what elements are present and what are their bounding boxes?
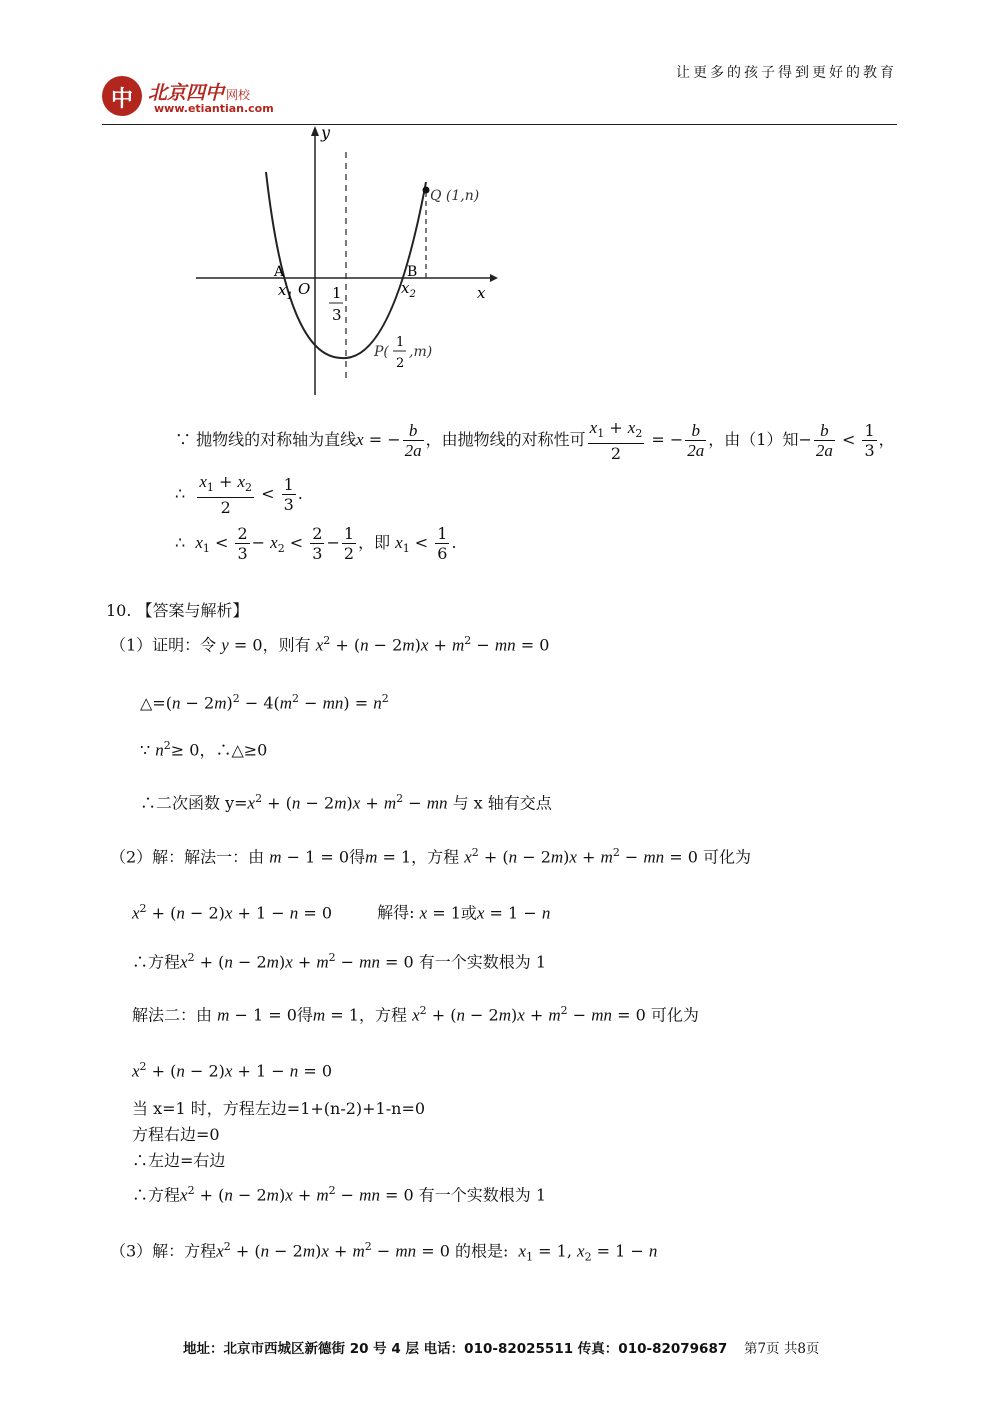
part-3-roots: （3）解：方程$x^2 + (n - 2m)x + m^2$ − mn = 0 的根是: $x_1 = 1$, $x_2 = 1 - n$ bbox=[110, 1240, 658, 1264]
solution-line-3: ∴ $x_1$ < $\frac{2}{3}$ − $x_2$ < $\frac{2}{3}$ − $\frac{1}{2}$ ，即 $x_1$ < $\frac{1}{6}$ . bbox=[175, 524, 457, 563]
part-2-method-2-check: 当 x=1 时，方程左边=1+(n-2)+1-n=0 bbox=[132, 1099, 426, 1118]
part-2-method-2-equal: ∴左边=右边 bbox=[132, 1151, 226, 1170]
footer-page-number: 第7页 共8页 bbox=[743, 1341, 820, 1357]
part-2-method-2: 解法二：由 m − 1 = 0得m = 1，方程 $x^2 + (n - 2m)x + m^2$ − mn = 0 可化为 bbox=[132, 1004, 699, 1025]
y-axis-arrow-icon bbox=[311, 126, 319, 136]
axis-y-label: y bbox=[321, 123, 331, 142]
axis-frac-den: 3 bbox=[332, 306, 342, 324]
point-a-label: A bbox=[274, 264, 285, 280]
x-axis-arrow-icon bbox=[490, 274, 498, 282]
logo-emblem-icon: 中 bbox=[102, 76, 142, 116]
part-1-conclusion: ∴二次函数 $y=x^2 + (n - 2m)x + m^2$ − mn 与 x 轴有交点 bbox=[140, 792, 552, 813]
footer-address: 地址：北京市西城区新德街 20 号 4 层 电话：010-82025511 传真：010-82079687 bbox=[183, 1341, 728, 1357]
origin-label: O bbox=[298, 280, 311, 298]
site-logo bbox=[102, 76, 302, 120]
logo-url: www.etiantian.com bbox=[154, 102, 274, 115]
part-2-method-2-eq: $x^2 + (n - 2)x + 1 - n = 0$ bbox=[132, 1060, 333, 1081]
page-footer bbox=[183, 1337, 819, 1357]
x1-label: $x_1$ bbox=[278, 281, 293, 302]
header-slogan: 让更多的孩子得到更好的教育 bbox=[676, 65, 897, 81]
point-q-label: Q (1,n) bbox=[430, 188, 480, 204]
point-b-label: B bbox=[407, 264, 418, 280]
part-1-discriminant: △=(n − $2m)^2 - 4(m^2 - mn) = n^2$ bbox=[140, 692, 389, 713]
question-10-heading: 10. 【答案与解析】 bbox=[106, 601, 249, 620]
x2-label: $x_2$ bbox=[401, 279, 416, 300]
part-2-method-2-right: 方程右边=0 bbox=[132, 1125, 220, 1144]
point-p-label-pre: P( bbox=[374, 344, 389, 360]
axis-x-label: x bbox=[477, 284, 486, 302]
point-p-frac-num: 1 bbox=[396, 335, 405, 350]
parabola-graph bbox=[190, 120, 510, 400]
part-2-method-2-conclusion: ∴方程$x^2 + (n - 2m)x + m^2$ − mn = 0 有一个实数根为 1 bbox=[132, 1184, 547, 1205]
point-q-marker bbox=[423, 187, 430, 194]
axis-frac-num: 1 bbox=[332, 284, 342, 302]
part-2-method-1-eq: $x^2 + (n - 2)x + 1 - n = 0$ 解得: x = 1或x = 1 − n bbox=[132, 902, 551, 923]
point-p-label-post: ,m) bbox=[409, 344, 433, 360]
logo-name: 北京四中 网校 bbox=[148, 82, 251, 104]
point-p-frac-den: 2 bbox=[396, 356, 405, 371]
part-1-nonneg: ∵ $n^2\ge 0$，∴△≥0 bbox=[140, 739, 268, 760]
solution-line-1: ∵ 抛物线的对称轴为直线x = − $\frac{b}{2a}$ ，由抛物线的对称性可 $\frac{x_1 + x_2}{2}$ = − $\frac{b}{2a}$ ，由（1）知− $\frac{b}{2a}$ < $\frac{1}{3}$ ， bbox=[175, 418, 895, 464]
part-2-method-1-conclusion: ∴方程$x^2 + (n - 2m)x + m^2$ − mn = 0 有一个实数根为 1 bbox=[132, 951, 547, 972]
part-1-line-1: （1）证明：令 y = 0，则有 $x^2 + (n - 2m)x + m^2$ − mn = 0 bbox=[110, 634, 550, 655]
part-2-method-1: （2）解：解法一：由 m − 1 = 0得m = 1，方程 $x^2 + (n - 2m)x + m^2$ − mn = 0 可化为 bbox=[110, 846, 752, 867]
solution-line-2: ∴ $\frac{x_1 + x_2}{2}$ < $\frac{1}{3}$ . bbox=[175, 472, 303, 518]
